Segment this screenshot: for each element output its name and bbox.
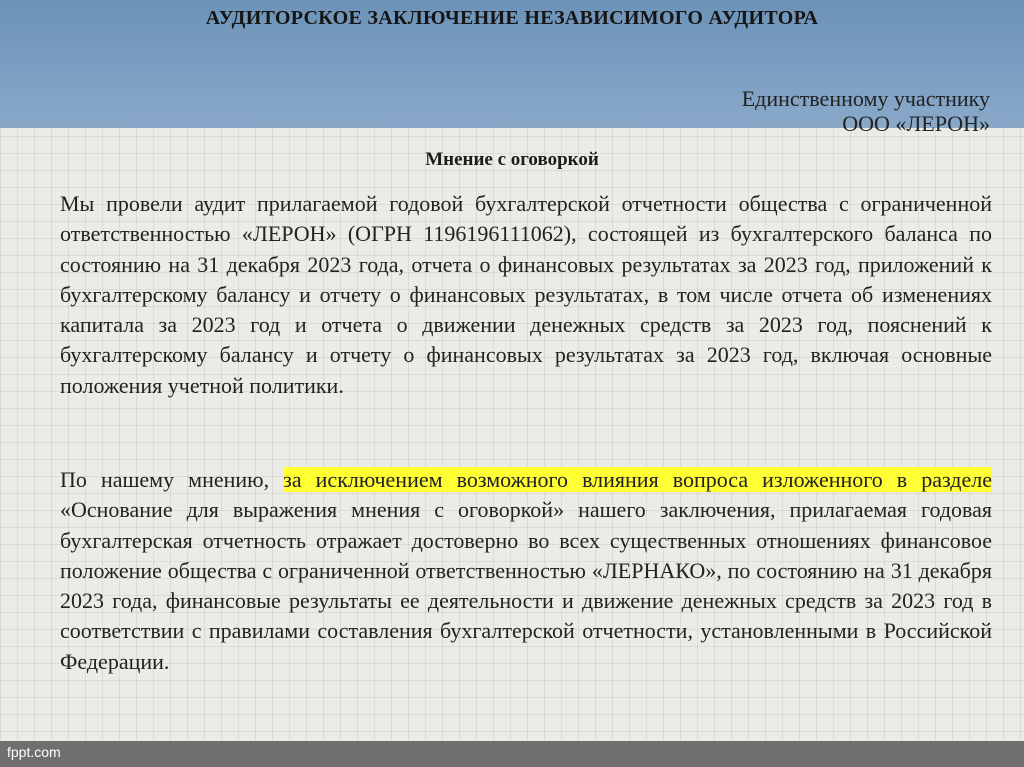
- paragraph-opinion: [60, 465, 992, 677]
- footer-bar: [0, 741, 1024, 767]
- fppt-logo[interactable]: fppt.com: [7, 744, 61, 760]
- paragraph-audit-scope: Мы провели аудит прилагаемой годовой бухгалтерской отчетности общества с ограниченной ответственностью «ЛЕРОН» (ОГРН 1196196111062), состоящей из бухгалтерского баланса по состоянию на 31 декабря 2023 года, отчета о финансовых результатах за 2023 год, приложений к бухгалтерскому балансу и отчету о финансовых результатах, в том числе отчета об изменениях капитала за 2023 год и отчета о движении денежных средств за 2023 год, пояснений к бухгалтерскому балансу и отчету о финансовых результатах за 2023 год, включая основные положения учетной политики.: [60, 191, 992, 398]
- recipient-block: [742, 86, 990, 136]
- section-heading: Мнение с оговоркой: [425, 149, 599, 170]
- document-title: АУДИТОРСКОЕ ЗАКЛЮЧЕНИЕ НЕЗАВИСИМОГО АУДИТОРА: [205, 7, 819, 29]
- opinion-rest-text: «Основание для выражения мнения с оговоркой» нашего заключения, прилагаемая годовая бухгалтерская отчетность отражает достоверно во всех существенных отношениях финансовое положение общества с ограниченной ответственностью «ЛЕРНАКО», по состоянию на 31 декабря 2023 года, финансовые результаты ее деятельности и движение денежных средств за 2023 год в соответствии с правилами составления бухгалтерской отчетности, установленными в Российской Федерации.: [60, 497, 992, 674]
- recipient-line-1: Единственному участнику: [741, 86, 990, 111]
- opinion-lead-text: По нашему мнению,: [60, 467, 284, 492]
- recipient-line-2: ООО «ЛЕРОН»: [842, 111, 990, 136]
- highlighted-text: за исключением возможного влияния вопроса изложенного в разделе: [283, 467, 992, 492]
